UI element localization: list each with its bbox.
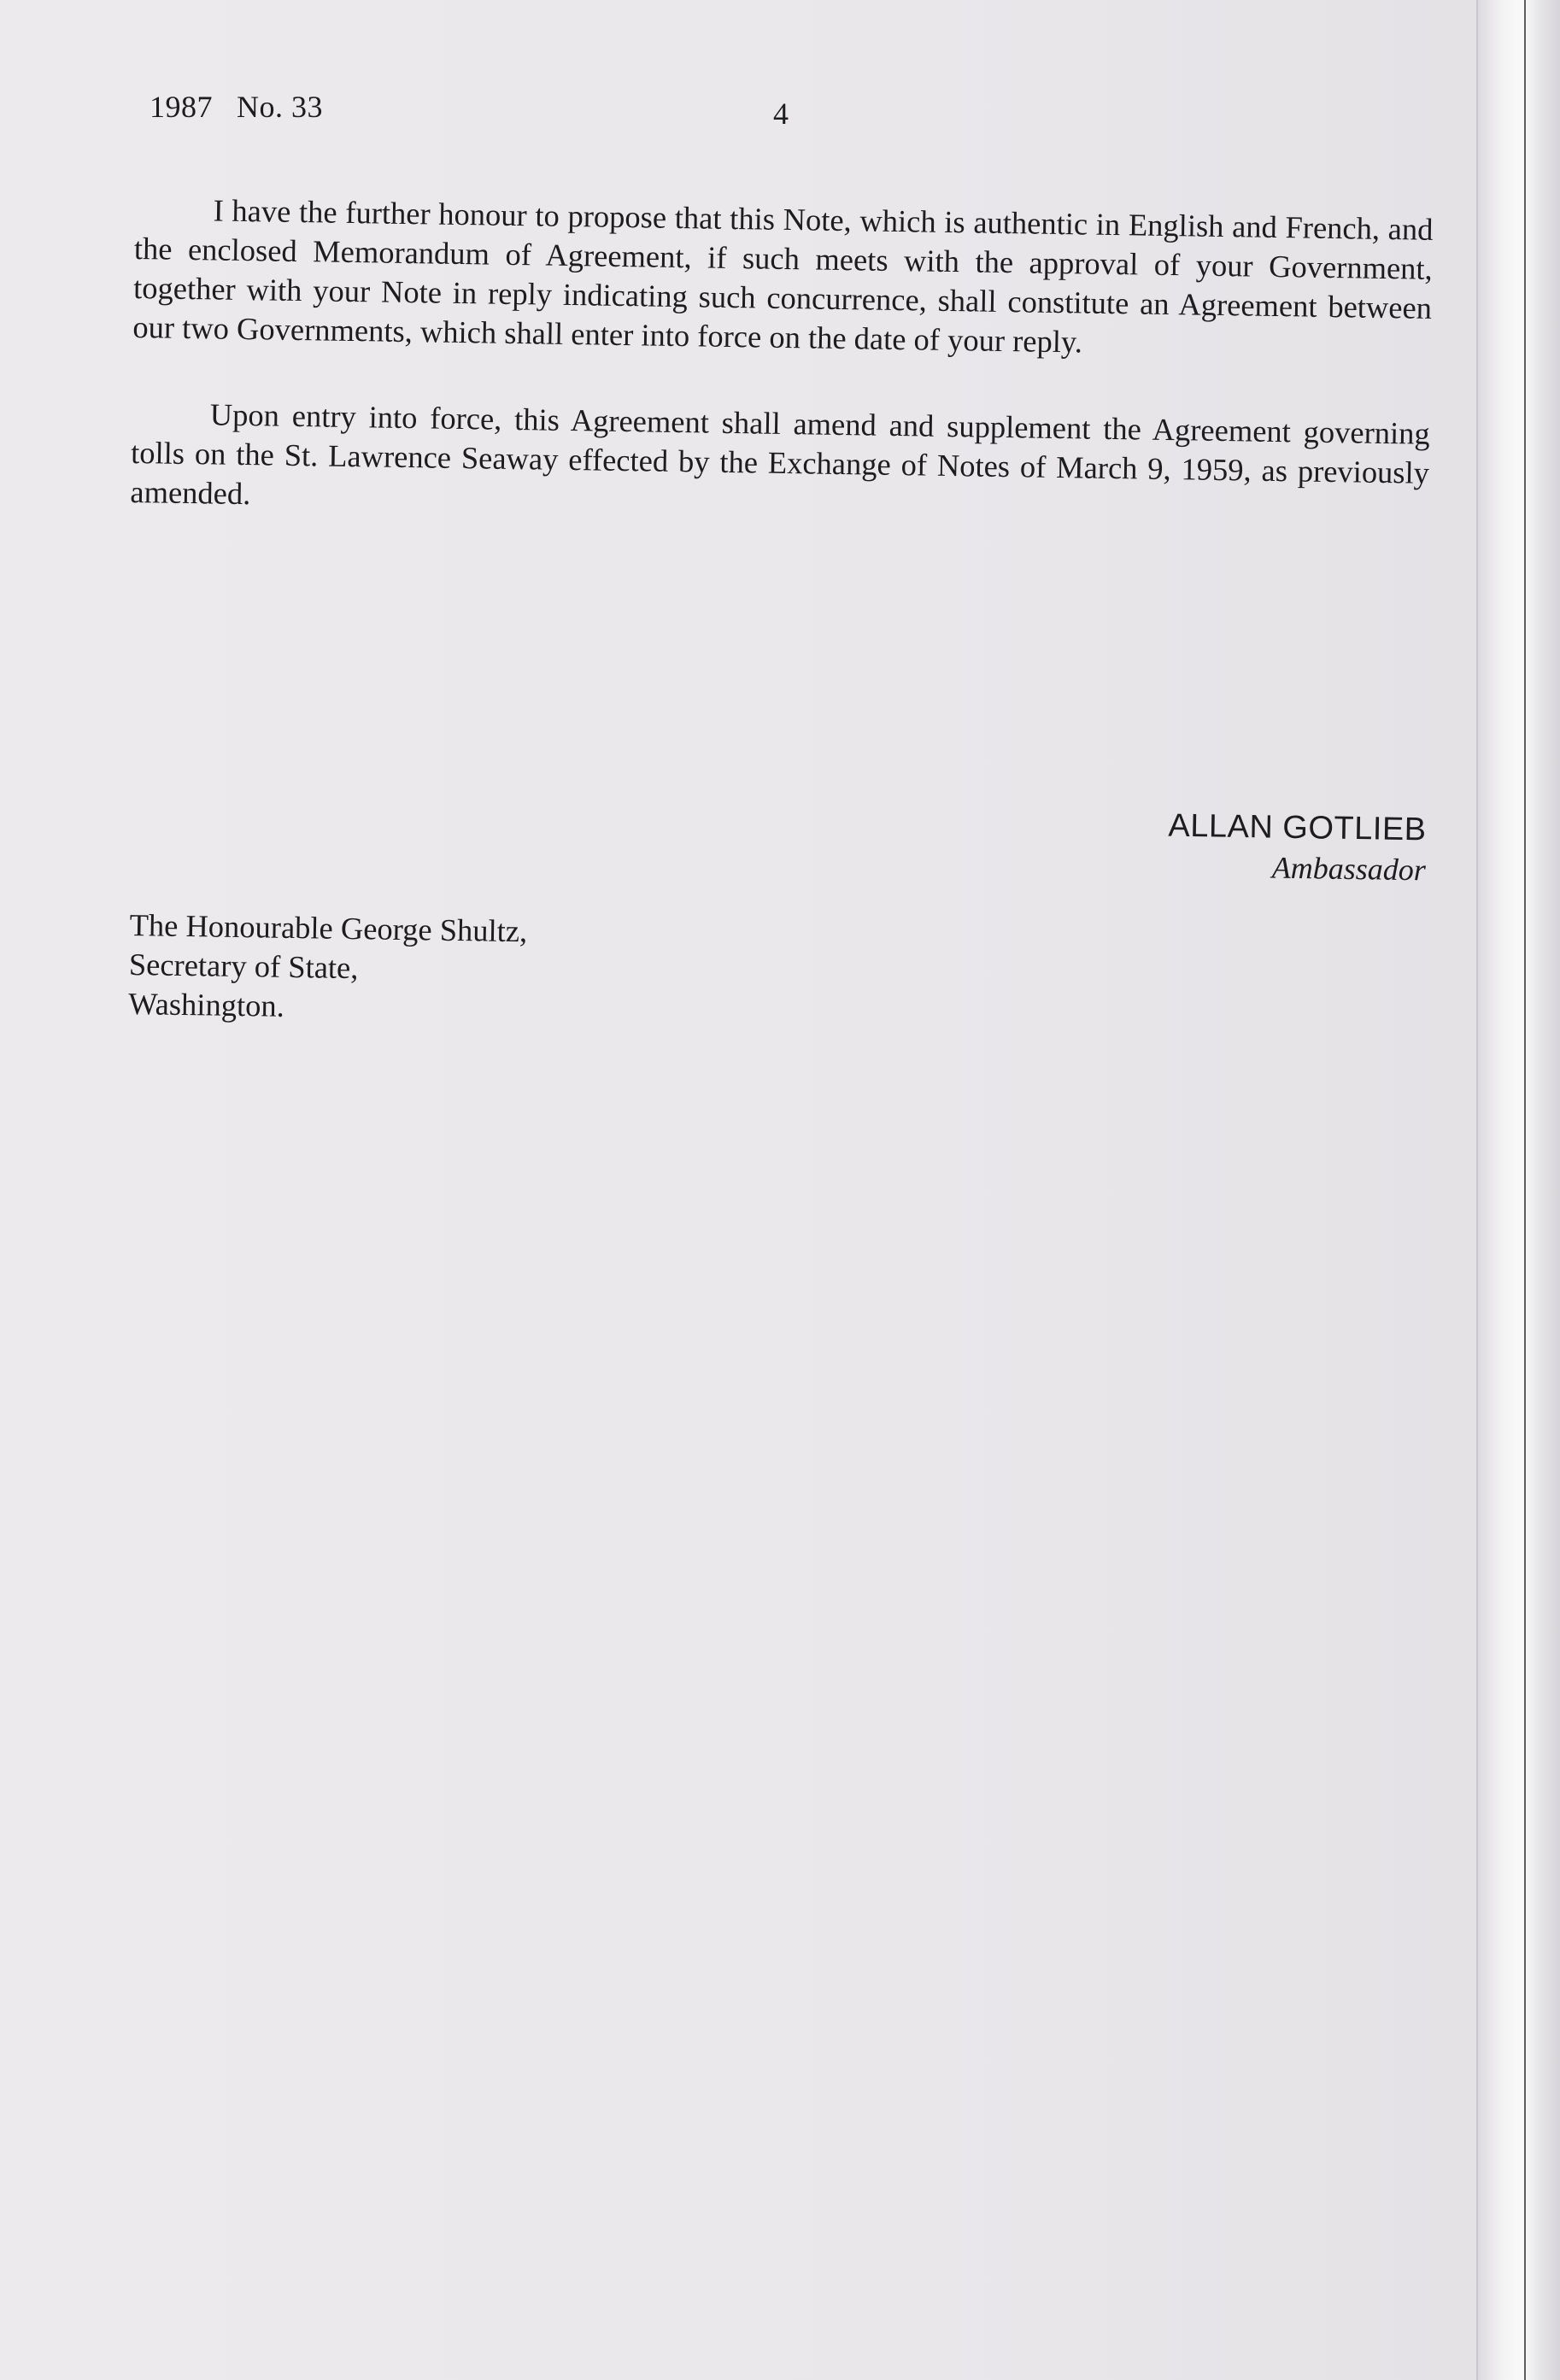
header-year: 1987 [150, 90, 213, 124]
header-series-number: No. 33 [237, 90, 323, 124]
addressee-block [128, 906, 528, 1029]
body-paragraph: Upon entry into force, this Agreement shall amend and supplement the Agreement governing tolls on the St. Lawrence Seaway effected by the Exchange of Notes of March 9, 1959, as previously amended. [130, 396, 1431, 512]
document-header [150, 89, 347, 125]
binding-edge-line [1524, 0, 1526, 2380]
addressee-line: Washington. [127, 985, 285, 1023]
bleed-through-shadow [126, 1328, 1429, 2107]
body-paragraph: I have the further honour to propose that this Note, which is authentic in English and French, and the enclosed Memorandum of Agreement, if such meets with the approval of your Government, together with your Note in reply indicating such concurrence, shall constitute an Agreement between our two Governments, which shall enter into force on the date of your reply. [132, 192, 1434, 360]
binding-gutter [1476, 0, 1560, 2380]
addressee-line: Secretary of State, [128, 946, 359, 986]
signatory-title: Ambassador [1271, 850, 1427, 888]
signature-block [1024, 803, 1427, 889]
signatory-name: ALLAN GOTLIEB [1168, 807, 1427, 848]
page-number: 4 [773, 97, 789, 131]
addressee-line: The Honourable George Shultz, [129, 906, 528, 949]
letter-body [129, 190, 1434, 579]
